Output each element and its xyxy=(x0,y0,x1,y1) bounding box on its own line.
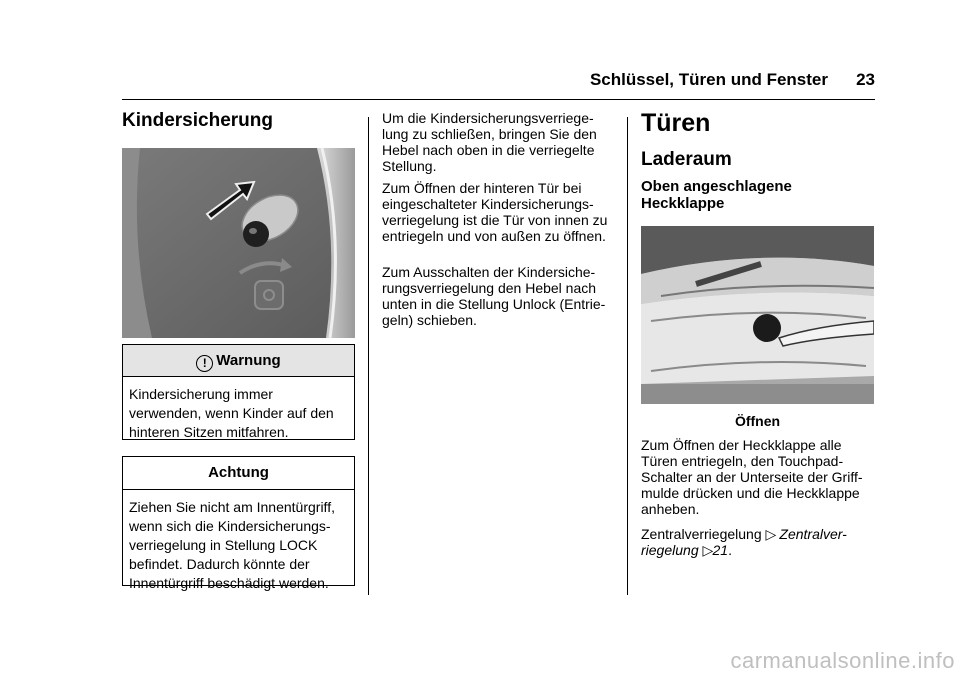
reference-arrow-icon: ▷ xyxy=(765,526,777,542)
reference-link[interactable]: Zentralver-riegelung xyxy=(641,526,847,558)
right-paragraph-1: Zum Öffnen der Heckklappe alle Türen entriegeln, den Touchpad-Schalter an der Unterseite der Griff-mulde drücken und die Heckklappe anheben. xyxy=(641,437,863,517)
middle-paragraph-1: Um die Kindersicherungsverriege-lung zu schließen, bringen Sie den Hebel nach oben in die verriegelte Stellung. xyxy=(382,110,597,174)
section-heading: Kindersicherung xyxy=(122,110,273,131)
header-rule xyxy=(122,99,875,100)
cross-reference xyxy=(641,526,874,558)
figure-caption: Öffnen xyxy=(734,413,781,429)
page-number: 23 xyxy=(856,70,875,89)
column-divider-left xyxy=(368,117,369,595)
chapter-heading: Türen xyxy=(641,109,711,137)
middle-paragraph-3: Zum Ausschalten der Kindersiche-rungsverriegelung den Hebel nach unten in die Stellung Unlock (Entrie-geln) schieben. xyxy=(382,264,606,328)
warning-header xyxy=(123,345,354,377)
section-subheading: Laderaum xyxy=(641,149,732,170)
reference-prefix: Zentralverriegelung xyxy=(641,526,762,542)
running-header-title: Schlüssel, Türen und Fenster xyxy=(589,70,828,89)
caution-box xyxy=(122,456,355,591)
caution-text: Ziehen Sie nicht am Innentürgriff, wenn sich die Kindersicherungs-verriegelung in Stellung LOCK befindet. Dadurch könnte der Innentürgriff beschädigt werden. xyxy=(129,499,335,591)
warning-icon: ! xyxy=(196,355,213,372)
warning-box xyxy=(122,344,355,440)
warning-label: Warnung xyxy=(216,352,281,369)
child-lock-illustration xyxy=(122,148,355,338)
watermark: carmanualsonline.info xyxy=(730,648,955,673)
tailgate-illustration xyxy=(641,226,874,404)
subsection-heading: Oben angeschlagene Heckklappe xyxy=(641,178,792,212)
middle-paragraph-2: Zum Öffnen der hinteren Tür bei eingeschalteter Kindersicherungs-verriegelung ist die Tür von innen zu entriegeln und von außen zu öffnen. xyxy=(382,180,608,244)
column-divider-right xyxy=(627,117,628,595)
reference-page[interactable]: 21 xyxy=(712,542,729,558)
child-lock-drawing xyxy=(122,148,355,338)
reference-suffix: . xyxy=(728,542,732,558)
caution-header: Achtung xyxy=(123,457,354,490)
page-reference-arrow-icon: ▷ xyxy=(702,542,714,558)
warning-text: Kindersicherung immer verwenden, wenn Kinder auf den hinteren Sitzen mitfahren. xyxy=(129,386,334,440)
tailgate-drawing xyxy=(641,226,874,404)
